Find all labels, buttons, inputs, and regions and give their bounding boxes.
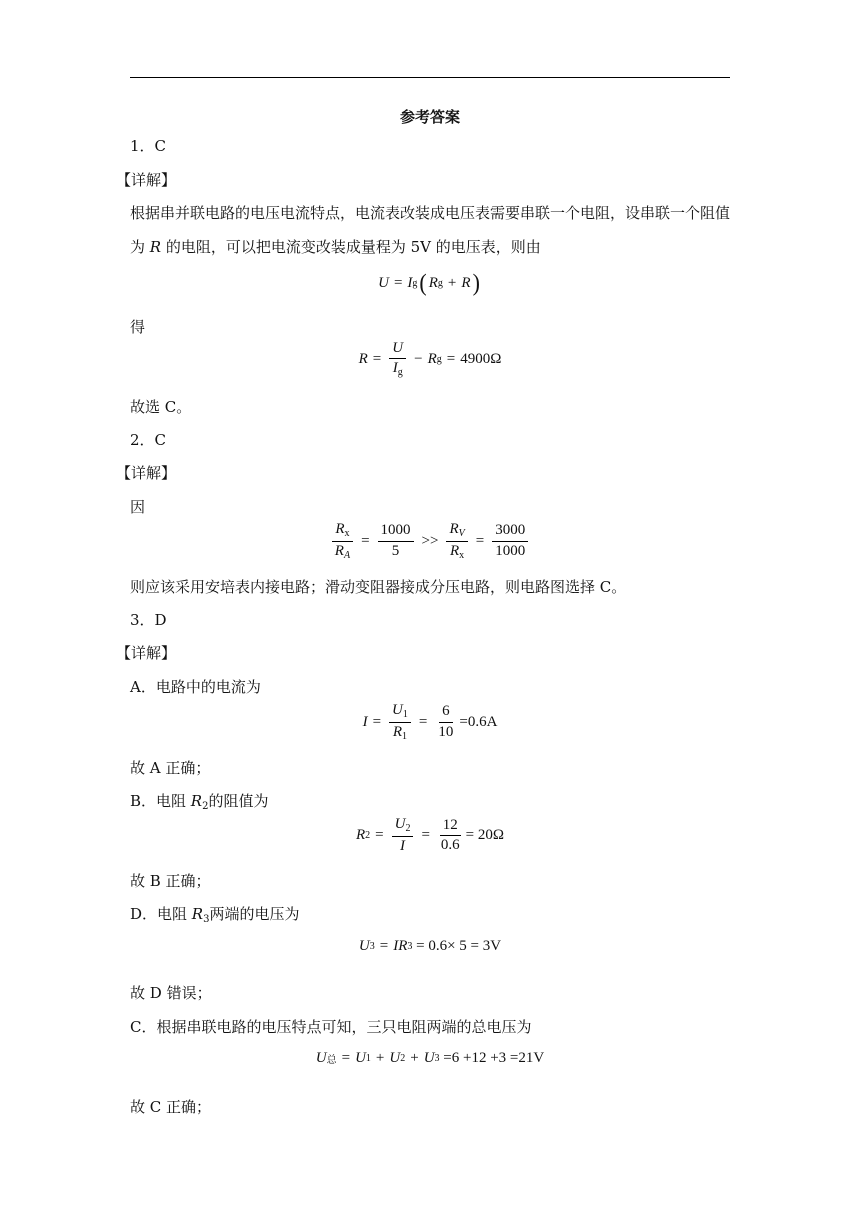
header-rule — [130, 77, 730, 78]
item-1-tag: 【详解】 — [116, 171, 177, 189]
item-3-a-text: A．电路中的电流为 — [130, 678, 261, 696]
item-3-a-conclusion: 故 A 正确； — [130, 759, 211, 777]
item-2-paragraph-2: 则应该采用安培表内接电路；滑动变阻器接成分压电路，则电路图选择 C。 — [130, 578, 627, 596]
item-2-paragraph-1: 因 — [130, 498, 146, 516]
item-2-equation: $\frac{R_x}{R_A}$ = $\frac{1000}{5}$ >> $\frac{R_V}{R_x}$ = $\frac{3000}{1000}$ — [0, 521, 860, 561]
item-3-d-conclusion: 故 D 错误； — [130, 984, 212, 1002]
item-1-paragraph-3: 得 — [130, 318, 146, 336]
item-3-d-equation: U 3 = IR 3 = 0.6× 5 = 3V — [358, 938, 502, 954]
item-3-b-conclusion: 故 B 正确； — [130, 872, 211, 890]
item-1-number: 1．C — [130, 137, 167, 155]
item-3-number: 3．D — [130, 611, 167, 629]
item-3-tag: 【详解】 — [116, 644, 177, 662]
item-2-number: 2．C — [130, 431, 167, 449]
item-1-equation-2: R = $\frac{U}{I_g}$ − R g = 4900Ω — [358, 340, 502, 379]
item-3-b-text: B．电阻 $R_2$的阻值为 — [130, 792, 269, 812]
item-2-tag: 【详解】 — [116, 464, 177, 482]
item-1-conclusion: 故选 C。 — [130, 398, 192, 416]
page-title: 参考答案 — [399, 108, 460, 126]
item-1-paragraph-1: 根据串并联电路的电压电流特点，电流表改装成电压表需要串联一个电阻，设串联一个阻值 — [130, 204, 731, 222]
item-1-equation-1: U = I g ( R g + R ) — [378, 268, 480, 297]
item-3-a-equation: I = $\frac{U_1}{R_1}$ = $\frac{6}{10}$ =0.6A — [362, 702, 498, 742]
item-3-c-equation: U 总 = U 1 + U 2 + U 3 =6 +12 +3 =21V — [315, 1050, 545, 1066]
item-3-b-equation: R 2 = $\frac{U_2}{I}$ = $\frac{12}{0.6}$ = 20Ω — [355, 816, 505, 854]
item-3-c-conclusion: 故 C 正确； — [130, 1098, 212, 1116]
item-3-d-text: D．电阻 $R_3$两端的电压为 — [130, 905, 300, 925]
item-1-paragraph-2: 为 R 的电阻，可以把电流变改装成量程为 5V 的电压表，则由 — [130, 238, 541, 256]
item-3-c-text: C．根据串联电路的电压特点可知，三只电阻两端的总电压为 — [130, 1018, 532, 1036]
